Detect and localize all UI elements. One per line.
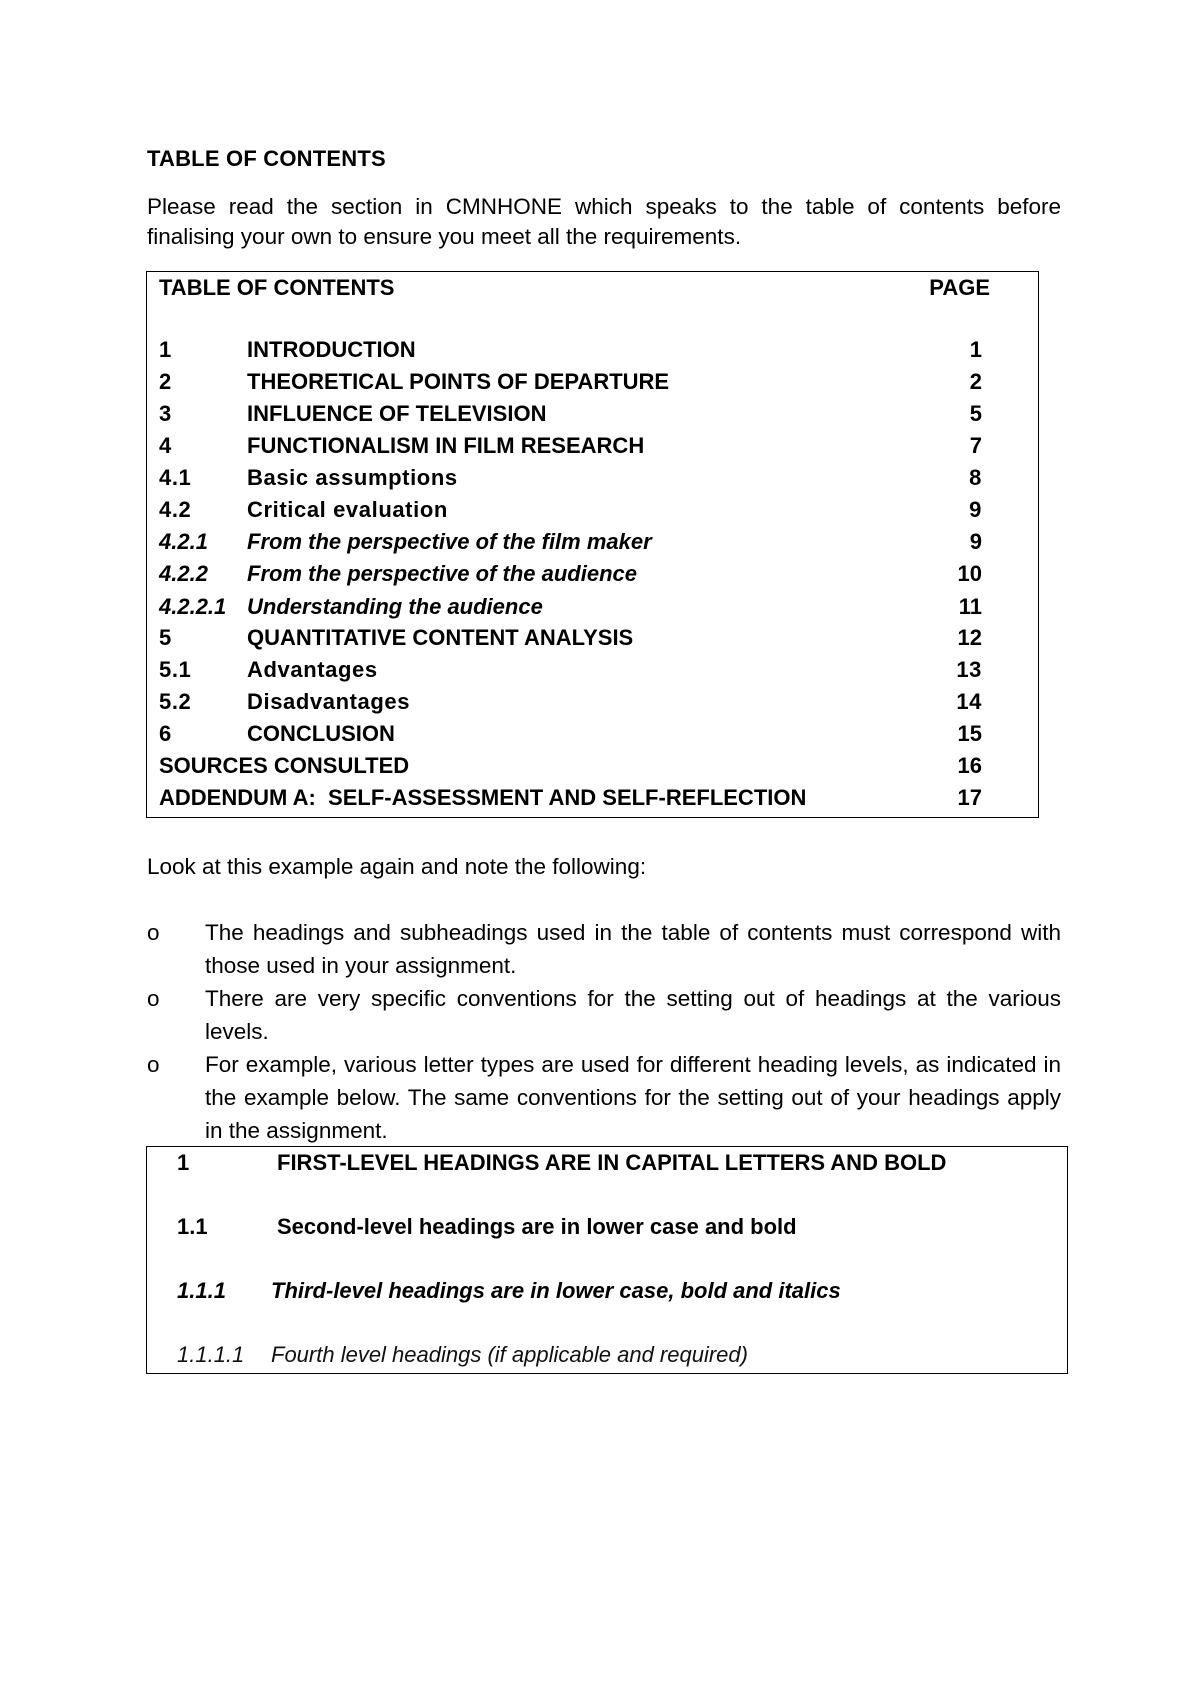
- toc-row-page: 8: [969, 465, 982, 490]
- toc-row-title: INFLUENCE OF TELEVISION: [247, 401, 547, 426]
- toc-row-title: INTRODUCTION: [247, 337, 416, 362]
- toc-row-page: 13: [956, 657, 982, 682]
- list-item-text: There are very specific conventions for the setting out of headings at the various levels.: [205, 986, 1061, 1044]
- example-heading-number: 1.1: [177, 1214, 208, 1239]
- toc-row: [159, 431, 982, 461]
- toc-row-title: Disadvantages: [247, 689, 411, 714]
- toc-row: [159, 335, 982, 365]
- bullet-marker: o: [147, 920, 160, 945]
- example-heading-text: Third-level headings are in lower case, bold and italics: [271, 1278, 841, 1303]
- list-item: [147, 916, 1061, 982]
- toc-row-number: 5.2: [159, 689, 192, 714]
- toc-row-page: 9: [969, 529, 982, 554]
- toc-row: [159, 783, 982, 813]
- toc-row-page: 1: [969, 337, 982, 362]
- toc-row-title: ADDENDUM A: SELF-ASSESSMENT AND SELF-REFLECTION: [159, 785, 807, 810]
- notes-list: [147, 916, 1061, 1147]
- toc-row-number: 1: [159, 337, 172, 362]
- toc-row-number: 5.1: [159, 657, 192, 682]
- toc-row-page: 7: [969, 433, 982, 458]
- toc-row: [159, 559, 982, 589]
- bullet-marker: o: [147, 1052, 160, 1077]
- example-heading-number: 1: [177, 1150, 190, 1175]
- list-item-text: The headings and subheadings used in the table of contents must correspond with those used in your assignment.: [205, 920, 1061, 978]
- toc-row-number: 5: [159, 625, 172, 650]
- toc-row-title: THEORETICAL POINTS OF DEPARTURE: [247, 369, 670, 394]
- toc-row-page: 9: [969, 497, 982, 522]
- heading-example-box: [146, 1146, 1068, 1374]
- toc-row-page: 10: [957, 561, 982, 586]
- toc-row-title: Basic assumptions: [247, 465, 458, 490]
- toc-row: [159, 527, 982, 557]
- toc-header: [159, 273, 990, 303]
- toc-row-number: 6: [159, 721, 172, 746]
- list-item-text: For example, various letter types are used for different heading levels, as indicated in the example below. The same conventions for the setting out of your headings apply in the assignment.: [205, 1052, 1061, 1143]
- toc-row-number: 2: [159, 369, 172, 394]
- toc-row: [159, 623, 982, 653]
- toc-row: [159, 655, 982, 685]
- toc-row-page: 11: [958, 594, 982, 619]
- notes-lead: Look at this example again and note the following:: [147, 854, 647, 879]
- toc-row-title: QUANTITATIVE CONTENT ANALYSIS: [247, 625, 634, 650]
- toc-row: [159, 719, 982, 749]
- toc-row-number: 3: [159, 401, 172, 426]
- toc-row-number: 4.2.1: [159, 529, 208, 554]
- toc-row-title: FUNCTIONALISM IN FILM RESEARCH: [247, 433, 645, 458]
- toc-row-title: From the perspective of the film maker: [247, 529, 652, 554]
- toc-row-page: 15: [957, 721, 982, 746]
- example-heading-level-2: [177, 1211, 1057, 1243]
- list-item: [147, 982, 1061, 1048]
- toc-row: [159, 367, 982, 397]
- toc-row-number: 4.2.2: [159, 561, 208, 586]
- toc-row-title: Critical evaluation: [247, 497, 448, 522]
- toc-header-title: TABLE OF CONTENTS: [159, 275, 395, 300]
- example-heading-text: Second-level headings are in lower case and bold: [277, 1214, 797, 1239]
- bullet-marker: o: [147, 986, 160, 1011]
- toc-row-page: 16: [957, 753, 982, 778]
- example-heading-number: 1.1.1.1: [177, 1342, 245, 1367]
- intro-paragraph: Please read the section in CMNHONE which speaks to the table of contents before finalising your own to ensure you meet all the requirements.: [147, 194, 1061, 249]
- example-heading-level-1: [177, 1147, 1057, 1179]
- toc-header-page: PAGE: [929, 275, 990, 300]
- toc-row-number: 4.1: [159, 465, 192, 490]
- toc-row-title: SOURCES CONSULTED: [159, 753, 410, 778]
- toc-row-page: 5: [969, 401, 982, 426]
- toc-row-title: From the perspective of the audience: [247, 561, 637, 586]
- example-heading-text: Fourth level headings (if applicable and required): [271, 1342, 748, 1367]
- toc-row: [159, 495, 982, 525]
- example-heading-text: FIRST-LEVEL HEADINGS ARE IN CAPITAL LETTERS AND BOLD: [277, 1150, 947, 1175]
- toc-row-title: Advantages: [247, 657, 378, 682]
- toc-row-number: 4: [159, 433, 172, 458]
- example-heading-level-4: [177, 1339, 1057, 1371]
- toc-row: [159, 463, 982, 493]
- toc-row: [159, 751, 982, 781]
- example-heading-level-3: [177, 1275, 1057, 1307]
- example-heading-number: 1.1.1: [177, 1278, 226, 1303]
- page-title: TABLE OF CONTENTS: [147, 146, 386, 171]
- toc-row: [159, 687, 982, 717]
- toc-row-page: 2: [969, 369, 982, 394]
- toc-row-title: Understanding the audience: [247, 594, 543, 619]
- list-item: [147, 1048, 1061, 1147]
- toc-row-page: 17: [957, 785, 982, 810]
- toc-row-page: 12: [957, 625, 982, 650]
- toc-row: [159, 592, 982, 622]
- toc-row-number: 4.2: [159, 497, 192, 522]
- toc-row: [159, 399, 982, 429]
- toc-row-title: CONCLUSION: [247, 721, 395, 746]
- toc-table: [146, 271, 1039, 818]
- toc-row-number: 4.2.2.1: [159, 594, 227, 619]
- toc-row-page: 14: [956, 689, 982, 714]
